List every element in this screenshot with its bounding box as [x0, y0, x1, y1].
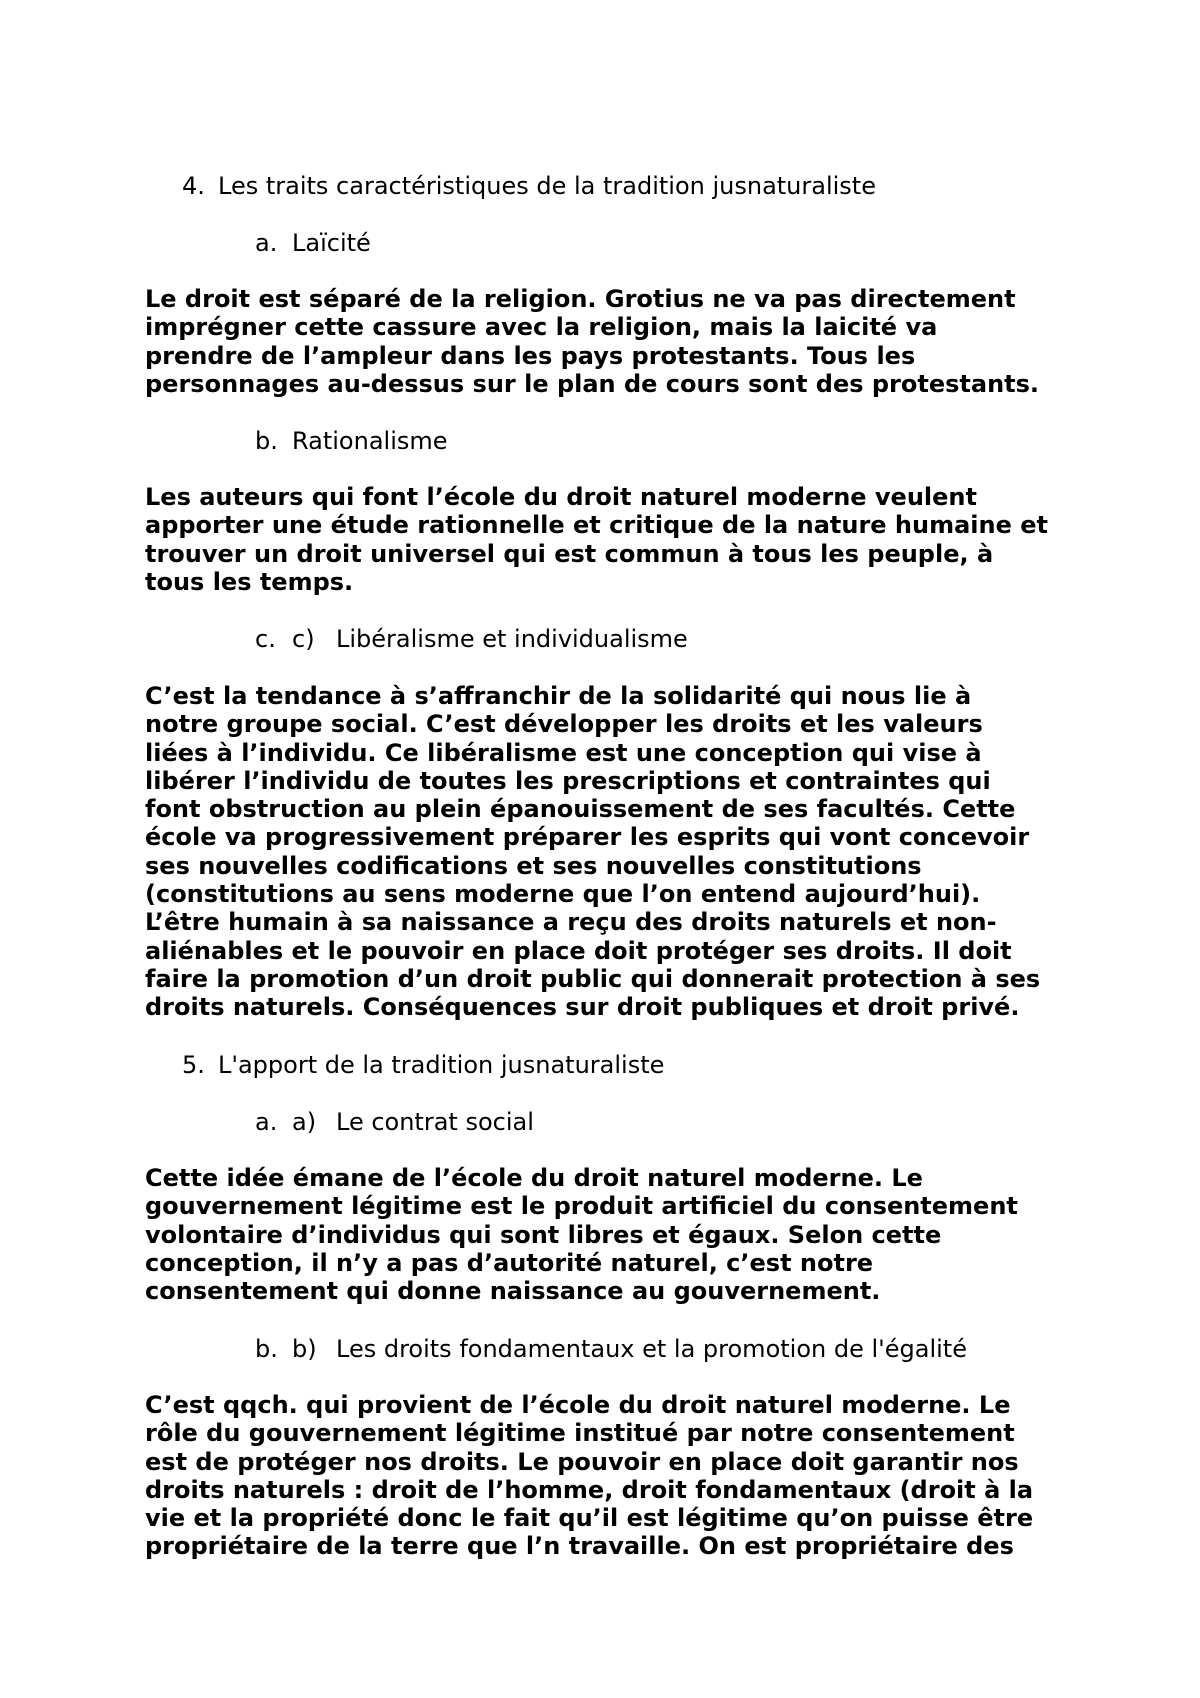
- subsection-heading-5b: [255, 1335, 967, 1363]
- subsection-heading-4a: [255, 229, 371, 257]
- subsection-sub-marker: a): [292, 1108, 317, 1136]
- subsection-title: Laïcité: [292, 229, 371, 257]
- paragraph-line: personnages au-dessus sur le plan de cours sont des protestants.: [145, 369, 1040, 398]
- paragraph-line: Le droit est séparé de la religion. Grotius ne va pas directement: [145, 285, 1016, 313]
- subsection-sub-marker: b): [292, 1335, 317, 1363]
- paragraph-line: ses nouvelles codifications et ses nouvelles constitutions: [145, 851, 922, 880]
- subsection-heading-4b: [255, 427, 448, 455]
- section-title: Les traits caractéristiques de la tradition jusnaturaliste: [218, 172, 876, 200]
- paragraph-line: faire la promotion d’un droit public qui donnerait protection à ses: [145, 964, 1041, 993]
- subsection-title: Rationalisme: [292, 427, 448, 455]
- paragraph-line: conception, il n’y a pas d’autorité naturel, c’est notre: [145, 1248, 874, 1277]
- subsection-marker: b.: [255, 1335, 278, 1363]
- subsection-title: Les droits fondamentaux et la promotion de l'égalité: [336, 1335, 967, 1363]
- subsection-marker: a.: [255, 1108, 278, 1136]
- paragraph-line: imprégner cette cassure avec la religion, mais la laicité va: [145, 313, 938, 342]
- paragraph-line: (constitutions au sens moderne que l’on entend aujourd’hui).: [145, 880, 981, 909]
- paragraph-line: libérer l’individu de toutes les prescriptions et contraintes qui: [145, 766, 991, 795]
- paragraph-line: apporter une étude rationnelle et critique de la nature humaine et: [145, 511, 1048, 540]
- section-title: L'apport de la tradition jusnaturaliste: [218, 1051, 665, 1079]
- subsection-title: Le contrat social: [336, 1108, 534, 1136]
- paragraph-line: trouver un droit universel qui est commun à tous les peuple, à: [145, 539, 994, 568]
- paragraph-contrat-social: [145, 1164, 1155, 1305]
- paragraph-line: font obstruction au plein épanouissement de ses facultés. Cette: [145, 795, 1016, 824]
- paragraph-line: est de protéger nos droits. Le pouvoir en place doit garantir nos: [145, 1447, 1019, 1476]
- paragraph-line: volontaire d’individus qui sont libres et égaux. Selon cette: [145, 1220, 942, 1249]
- paragraph-line: C’est qqch. qui provient de l’école du droit naturel moderne. Le: [145, 1391, 1011, 1419]
- paragraph-laicite: [145, 285, 1155, 398]
- paragraph-line: rôle du gouvernement légitime institué par notre consentement: [145, 1419, 1015, 1448]
- subsection-heading-5a: [255, 1108, 534, 1136]
- section-number: 4.: [182, 172, 205, 200]
- paragraph-droits-fondamentaux: [145, 1391, 1155, 1561]
- paragraph-line: tous les temps.: [145, 567, 354, 596]
- section-heading-4: [182, 172, 876, 200]
- paragraph-line: Les auteurs qui font l’école du droit naturel moderne veulent: [145, 483, 977, 511]
- paragraph-line: Cette idée émane de l’école du droit naturel moderne. Le: [145, 1164, 923, 1192]
- paragraph-line: droits naturels. Conséquences sur droit publiques et droit privé.: [145, 993, 1020, 1022]
- section-number: 5.: [182, 1051, 205, 1079]
- paragraph-line: vie et la propriété donc le fait qu’il est légitime qu’on puisse être: [145, 1504, 1034, 1533]
- paragraph-line: notre groupe social. C’est développer les droits et les valeurs: [145, 710, 983, 739]
- paragraph-line: liées à l’individu. Ce libéralisme est une conception qui vise à: [145, 738, 982, 767]
- paragraph-line: gouvernement légitime est le produit artificiel du consentement: [145, 1192, 1018, 1221]
- subsection-sub-marker: c): [292, 625, 315, 653]
- subsection-marker: b.: [255, 427, 278, 455]
- section-heading-5: [182, 1051, 664, 1079]
- subsection-heading-4c: [255, 625, 688, 653]
- subsection-title: Libéralisme et individualisme: [336, 625, 688, 653]
- paragraph-line: C’est la tendance à s’affranchir de la solidarité qui nous lie à: [145, 682, 972, 710]
- paragraph-line: droits naturels : droit de l’homme, droit fondamentaux (droit à la: [145, 1475, 1034, 1504]
- paragraph-line: propriétaire de la terre que l’n travaille. On est propriétaire des: [145, 1532, 1014, 1561]
- paragraph-line: aliénables et le pouvoir en place doit protéger ses droits. Il doit: [145, 936, 1012, 965]
- paragraph-line: L’être humain à sa naissance a reçu des droits naturels et non-: [145, 908, 997, 937]
- paragraph-line: consentement qui donne naissance au gouvernement.: [145, 1277, 881, 1306]
- subsection-marker: c.: [255, 625, 276, 653]
- paragraph-rationalisme: [145, 483, 1155, 596]
- paragraph-liberalisme: [145, 682, 1155, 1022]
- paragraph-line: école va progressivement préparer les esprits qui vont concevoir: [145, 823, 1030, 852]
- paragraph-line: prendre de l’ampleur dans les pays protestants. Tous les: [145, 341, 916, 370]
- subsection-marker: a.: [255, 229, 278, 257]
